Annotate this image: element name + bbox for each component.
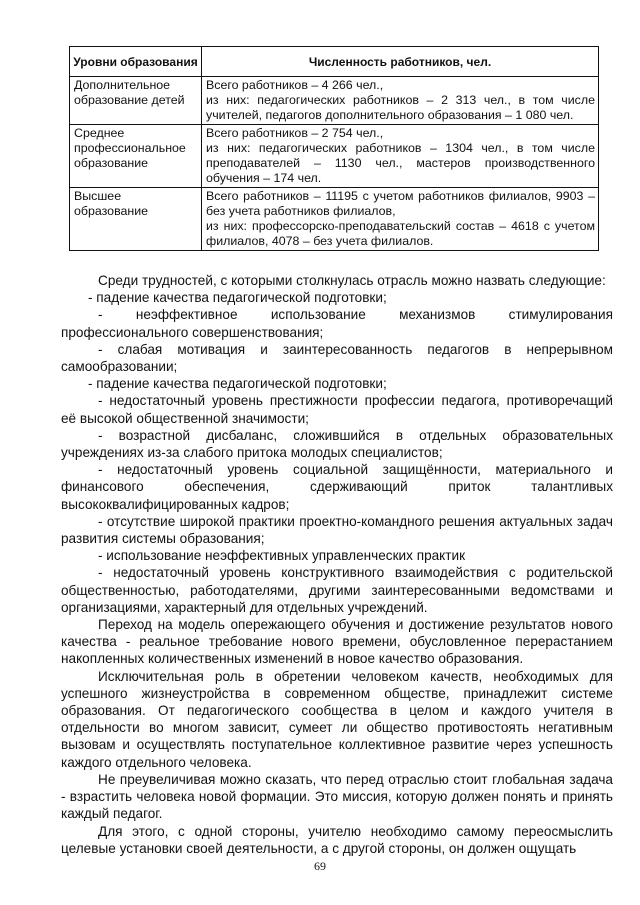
table-cell-staff-count	[202, 188, 599, 251]
difficulty-list-item: - неэффективное использование механизмов стимулирования профессионального совершенствования;	[61, 307, 613, 340]
page-number: 69	[314, 859, 326, 873]
table-row	[70, 188, 599, 251]
staff-count-line: из них: педагогических работников – 1304 чел., в том числе преподавателей – 1130 чел., мастеров производственного обучения – 174 чел.	[206, 141, 595, 185]
difficulty-list-item: - отсутствие широкой практики проектно-командного решения актуальных задач развития системы образования;	[61, 513, 613, 547]
staff-count-line: из них: педагогических работников – 2 313 чел., в том числе учителей, педагогов дополнительного образования – 1 080 чел.	[206, 93, 595, 122]
table-header-levels: Уровни образования	[70, 47, 202, 77]
table-row	[70, 125, 599, 188]
table-header-staff-count: Численность работников, чел.	[202, 47, 599, 77]
body-paragraph: Не преувеличивая можно сказать, что перед отраслью стоит глобальная задача - взрастить человека новой формации. Это миссия, которую должен понять и принять каждый педагог.	[61, 771, 613, 822]
table-cell-staff-count	[202, 125, 599, 188]
staff-count-line: Всего работников – 2 754 чел.,	[206, 126, 384, 140]
difficulty-list-item: - недостаточный уровень конструктивного взаимодействия с родительской общественностью, работодателями, другими заинтересованными ведомствами и организациями, характерный для отдельных учреждений.	[61, 565, 613, 615]
staff-count-line: из них: профессорско-преподавательский состав – 4618 с учетом филиалов, 4078 – без учета филиалов.	[206, 219, 595, 248]
difficulty-list-item: - возрастной дисбаланс, сложившийся в отдельных образовательных учреждениях из-за слабого притока молодых специалистов;	[61, 427, 613, 461]
body-paragraph: Переход на модель опережающего обучения и достижение результатов нового качества - реальное требование нового времени, обусловленное перерастанием накопленных количественных изменений в новое качество образования.	[61, 617, 613, 667]
table-cell-staff-count	[202, 77, 599, 125]
difficulty-list-item: - падение качества педагогической подготовки;	[88, 290, 387, 306]
table-row	[70, 77, 599, 125]
difficulty-list-item: - недостаточный уровень социальной защищённости, материального и финансового обеспечения, сдерживающий приток талантливых высококвалифицированных кадров;	[61, 462, 613, 512]
intro-paragraph: Среди трудностей, с которыми столкнулась отрасль можно назвать следующие:	[98, 273, 606, 288]
table-header-row	[70, 47, 599, 77]
body-paragraph: Исключительная роль в обретении человеком качеств, необходимых для успешного жизнеустройства в современном обществе, принадлежит системе образования. От педагогического сообщества в целом и каждого учителя в отдельности во многом зависит, сумеет ли общество противостоять негативным вызовам и осуществлять поступательное коллективное развитие через успешность каждого отдельного человека.	[61, 668, 613, 770]
difficulty-list-item: - падение качества педагогической подготовки;	[88, 376, 387, 392]
difficulty-list-item: - слабая мотивация и заинтересованность педагогов в непрерывном самообразовании;	[61, 341, 613, 375]
table-cell-level: Дополнительное образование детей	[70, 77, 202, 125]
difficulty-list-item: - использование неэффективных управленческих практик	[98, 548, 466, 564]
staff-count-line: Всего работников – 11195 с учетом работников филиалов, 9903 – без учета работников филиалов,	[206, 189, 595, 218]
body-paragraph: Для этого, с одной стороны, учителю необходимо самому переосмыслить целевые установки своей деятельности, а с другой стороны, он должен ощущать	[61, 823, 613, 856]
staff-count-line: Всего работников – 4 266 чел.,	[206, 78, 384, 92]
difficulty-list-item: - недостаточный уровень престижности профессии педагога, противоречащий её высокой общественной значимости;	[61, 393, 613, 426]
education-staff-table	[69, 46, 599, 251]
body-text	[61, 272, 613, 857]
table-cell-level: Среднее профессиональное образование	[70, 125, 202, 188]
table-cell-level: Высшее образование	[70, 188, 202, 251]
